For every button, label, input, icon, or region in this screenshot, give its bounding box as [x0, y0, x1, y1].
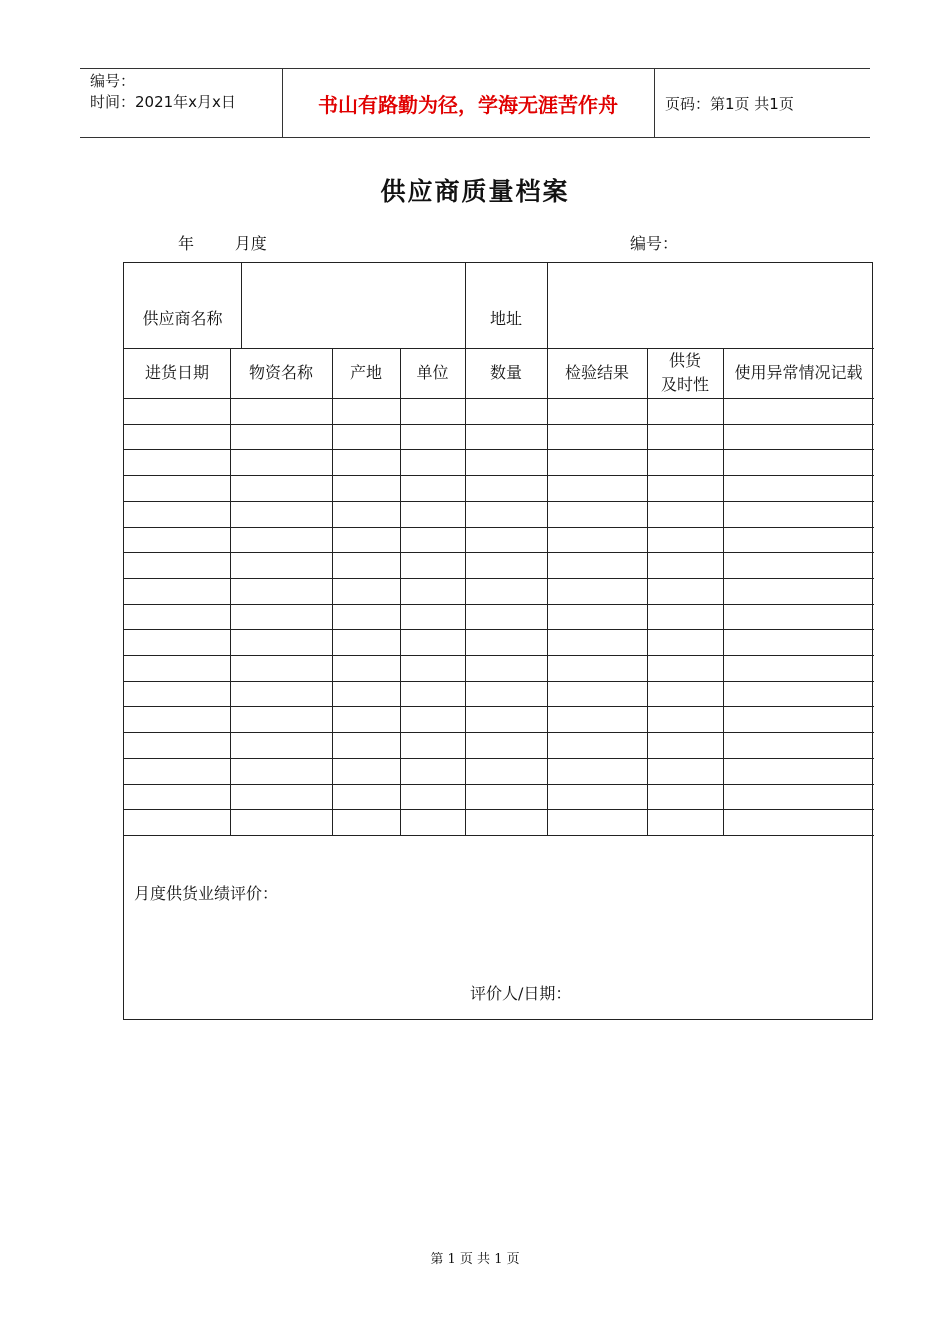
- table-cell[interactable]: [400, 604, 465, 630]
- table-cell[interactable]: [332, 655, 400, 681]
- table-cell[interactable]: [647, 784, 723, 810]
- table-cell[interactable]: [124, 629, 230, 655]
- table-cell[interactable]: [230, 784, 332, 810]
- table-cell[interactable]: [723, 706, 874, 732]
- table-cell[interactable]: [230, 655, 332, 681]
- table-cell[interactable]: [465, 732, 547, 758]
- evaluator-date-label: 评价人/日期：: [470, 984, 572, 1003]
- evaluation-label: 月度供货业绩评价：: [134, 884, 279, 903]
- table-cell[interactable]: [124, 424, 230, 450]
- table-cell[interactable]: [465, 604, 547, 630]
- header-page-info: 页码：第1页 共1页: [665, 95, 794, 113]
- table-cell[interactable]: [124, 578, 230, 604]
- table-cell[interactable]: [723, 424, 874, 450]
- table-row: [124, 706, 874, 732]
- table-cell[interactable]: [400, 552, 465, 578]
- table-cell[interactable]: [332, 629, 400, 655]
- supplier-name-field[interactable]: [242, 263, 464, 348]
- table-row: [124, 552, 874, 578]
- table-cell[interactable]: [332, 578, 400, 604]
- table-cell[interactable]: [124, 527, 230, 553]
- table-cell[interactable]: [400, 398, 465, 424]
- table-cell[interactable]: [124, 809, 230, 835]
- table-cell[interactable]: [465, 398, 547, 424]
- table-cell[interactable]: [332, 604, 400, 630]
- table-cell[interactable]: [647, 681, 723, 707]
- table-row: [124, 629, 874, 655]
- table-row: [124, 475, 874, 501]
- table-cell[interactable]: [124, 449, 230, 475]
- address-label: 地址: [489, 308, 522, 328]
- table-cell[interactable]: [230, 629, 332, 655]
- table-cell[interactable]: [723, 809, 874, 835]
- header-code-label: 编号：: [90, 72, 136, 90]
- table-cell[interactable]: [124, 398, 230, 424]
- table-cell[interactable]: [230, 706, 332, 732]
- table-cell[interactable]: [723, 681, 874, 707]
- table-cell[interactable]: [465, 706, 547, 732]
- column-header: 检验结果: [564, 363, 629, 382]
- table-cell[interactable]: [400, 527, 465, 553]
- table-cell[interactable]: [723, 578, 874, 604]
- table-cell[interactable]: [230, 501, 332, 527]
- table-cell[interactable]: [465, 681, 547, 707]
- table-cell[interactable]: [332, 501, 400, 527]
- table-cell[interactable]: [124, 604, 230, 630]
- table-row: [124, 732, 874, 758]
- table-row: [124, 809, 874, 835]
- table-cell[interactable]: [230, 604, 332, 630]
- table-row: [124, 449, 874, 475]
- table-cell[interactable]: [647, 732, 723, 758]
- table-row: [124, 681, 874, 707]
- supplier-name-label: 供应商名称: [142, 308, 223, 328]
- table-cell[interactable]: [332, 758, 400, 784]
- table-cell[interactable]: [647, 501, 723, 527]
- header-motto: 书山有路勤为径，学海无涯苦作舟: [318, 92, 618, 117]
- column-header: 物资名称: [248, 363, 313, 382]
- table-cell[interactable]: [230, 809, 332, 835]
- table-cell[interactable]: [647, 398, 723, 424]
- table-row: [124, 578, 874, 604]
- table-cell[interactable]: [332, 552, 400, 578]
- address-field[interactable]: [548, 263, 874, 348]
- table-cell[interactable]: [332, 706, 400, 732]
- table-cell[interactable]: [465, 578, 547, 604]
- table-cell[interactable]: [547, 552, 647, 578]
- table-cell[interactable]: [723, 732, 874, 758]
- table-cell[interactable]: [547, 501, 647, 527]
- table-cell[interactable]: [124, 501, 230, 527]
- table-cell[interactable]: [723, 449, 874, 475]
- table-cell[interactable]: [400, 681, 465, 707]
- table-cell[interactable]: [400, 706, 465, 732]
- header-meta: [90, 71, 236, 113]
- table-cell[interactable]: [547, 706, 647, 732]
- table-cell[interactable]: [723, 784, 874, 810]
- table-row: [124, 527, 874, 553]
- year-month-label: 年 月度: [178, 234, 267, 253]
- column-header: 进货日期: [144, 363, 209, 382]
- table-cell[interactable]: [465, 552, 547, 578]
- table-cell[interactable]: [332, 449, 400, 475]
- table-cell[interactable]: [230, 424, 332, 450]
- table-cell[interactable]: [400, 629, 465, 655]
- column-header: 单位: [416, 363, 449, 382]
- page-header: [80, 68, 870, 138]
- table-row: [124, 424, 874, 450]
- table-cell[interactable]: [400, 501, 465, 527]
- table-cell[interactable]: [647, 424, 723, 450]
- page-footer: 第 1 页 共 1 页: [430, 1252, 520, 1267]
- table-cell[interactable]: [547, 655, 647, 681]
- table-cell[interactable]: [400, 424, 465, 450]
- table-cell[interactable]: [723, 655, 874, 681]
- table-cell[interactable]: [547, 784, 647, 810]
- table-row: [124, 655, 874, 681]
- table-cell[interactable]: [547, 527, 647, 553]
- table-cell[interactable]: [400, 758, 465, 784]
- table-cell[interactable]: [723, 629, 874, 655]
- table-cell[interactable]: [547, 809, 647, 835]
- table-cell[interactable]: [547, 398, 647, 424]
- table-cell[interactable]: [124, 732, 230, 758]
- table-cell[interactable]: [723, 501, 874, 527]
- table-cell[interactable]: [230, 732, 332, 758]
- table-cell[interactable]: [124, 655, 230, 681]
- table-cell[interactable]: [723, 552, 874, 578]
- table-cell[interactable]: [465, 758, 547, 784]
- table-cell[interactable]: [547, 629, 647, 655]
- table-cell[interactable]: [124, 758, 230, 784]
- column-header: 产地: [349, 363, 382, 382]
- table-cell[interactable]: [465, 501, 547, 527]
- table-row: [124, 604, 874, 630]
- table-cell[interactable]: [230, 552, 332, 578]
- table-cell[interactable]: [230, 527, 332, 553]
- table-cell[interactable]: [332, 527, 400, 553]
- document-number-label: 编号：: [630, 234, 679, 253]
- table-cell[interactable]: [547, 758, 647, 784]
- table-cell[interactable]: [647, 475, 723, 501]
- table-cell[interactable]: [230, 681, 332, 707]
- table-cell[interactable]: [400, 475, 465, 501]
- document-title: 供应商质量档案: [380, 177, 570, 206]
- table-cell[interactable]: [647, 629, 723, 655]
- table-cell[interactable]: [230, 398, 332, 424]
- table-cell[interactable]: [332, 681, 400, 707]
- table-cell[interactable]: [723, 475, 874, 501]
- table-row: [124, 501, 874, 527]
- header-divider: [654, 69, 655, 137]
- table-cell[interactable]: [465, 449, 547, 475]
- table-cell[interactable]: [332, 809, 400, 835]
- header-time-label: 时间：2021年x月x日: [90, 93, 236, 111]
- table-cell[interactable]: [230, 449, 332, 475]
- table-cell[interactable]: [124, 706, 230, 732]
- table-cell[interactable]: [400, 732, 465, 758]
- table-cell[interactable]: [230, 578, 332, 604]
- row-divider: [124, 835, 874, 836]
- table-cell[interactable]: [400, 655, 465, 681]
- table-cell[interactable]: [400, 578, 465, 604]
- table-cell[interactable]: [465, 527, 547, 553]
- table-cell[interactable]: [547, 604, 647, 630]
- table-cell[interactable]: [124, 552, 230, 578]
- supplier-quality-form: [123, 262, 873, 1020]
- table-cell[interactable]: [400, 449, 465, 475]
- table-cell[interactable]: [465, 475, 547, 501]
- table-cell[interactable]: [647, 604, 723, 630]
- table-cell[interactable]: [723, 398, 874, 424]
- table-cell[interactable]: [465, 784, 547, 810]
- table-cell[interactable]: [400, 784, 465, 810]
- table-cell[interactable]: [723, 758, 874, 784]
- table-cell[interactable]: [647, 449, 723, 475]
- table-cell[interactable]: [547, 732, 647, 758]
- table-cell[interactable]: [465, 424, 547, 450]
- table-cell[interactable]: [124, 681, 230, 707]
- table-cell[interactable]: [465, 809, 547, 835]
- table-cell[interactable]: [332, 784, 400, 810]
- table-cell[interactable]: [723, 527, 874, 553]
- table-cell[interactable]: [647, 809, 723, 835]
- table-cell[interactable]: [400, 809, 465, 835]
- table-cell[interactable]: [647, 655, 723, 681]
- table-cell[interactable]: [332, 424, 400, 450]
- table-cell[interactable]: [465, 655, 547, 681]
- table-cell[interactable]: [647, 552, 723, 578]
- table-cell[interactable]: [230, 475, 332, 501]
- table-cell[interactable]: [647, 527, 723, 553]
- table-cell[interactable]: [547, 475, 647, 501]
- column-header: 使用异常情况记载: [734, 363, 863, 382]
- table-row: [124, 398, 874, 424]
- table-cell[interactable]: [547, 449, 647, 475]
- table-cell[interactable]: [547, 681, 647, 707]
- table-cell[interactable]: [332, 732, 400, 758]
- table-cell[interactable]: [465, 629, 547, 655]
- column-header: 供货 及时性: [660, 351, 709, 394]
- table-cell[interactable]: [647, 758, 723, 784]
- table-cell[interactable]: [547, 424, 647, 450]
- table-cell[interactable]: [547, 578, 647, 604]
- table-cell[interactable]: [647, 706, 723, 732]
- table-row: [124, 784, 874, 810]
- table-cell[interactable]: [124, 475, 230, 501]
- table-cell[interactable]: [230, 758, 332, 784]
- table-cell[interactable]: [124, 784, 230, 810]
- table-cell[interactable]: [332, 398, 400, 424]
- table-cell[interactable]: [723, 604, 874, 630]
- table-cell[interactable]: [332, 475, 400, 501]
- column-header: 数量: [489, 363, 522, 382]
- table-row: [124, 758, 874, 784]
- table-cell[interactable]: [647, 578, 723, 604]
